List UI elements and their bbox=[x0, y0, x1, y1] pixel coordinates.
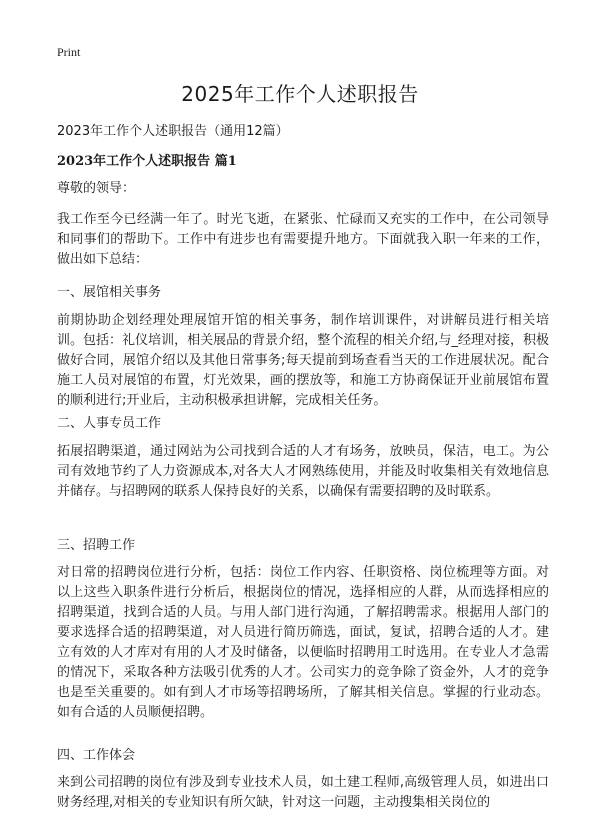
greeting: 尊敬的领导： bbox=[57, 181, 136, 196]
page-title: 2025年工作个人述职报告 bbox=[181, 82, 419, 106]
heading-experience: 四、工作体会 bbox=[57, 748, 136, 763]
paragraph-hr: 拓展招聘渠道，通过网站为公司找到合适的人才有场务，放映员，保洁，电工。为公司有效地节约了人力资源成本,对各大人才网熟练使用，并能及时收集相关有效地信息并储存。与招聘网的联系人保持良好的关系，以确保有需要招聘的及时联系。 bbox=[57, 444, 549, 499]
heading-recruitment: 三、招聘工作 bbox=[57, 538, 136, 553]
print-button[interactable]: Print bbox=[57, 45, 81, 59]
section-title: 2023年工作个人述职报告 篇1 bbox=[57, 154, 237, 169]
paragraph-exhibition: 前期协助企划经理处理展馆开馆的相关事务，制作培训课件，对讲解员进行相关培训。包括：礼仪培训，相关展品的背景介绍，整个流程的相关介绍,与_经理对接，积极做好合同，展馆介绍以及其他日常事务;每天提前到场查看当天的工作进展状况。配合施工人员对展馆的布置，灯光效果，画的摆放等，和施工方协商保证开业前展馆布置的顺利进行;开业后，主动积极承担讲解，完成相关任务。 bbox=[57, 313, 549, 408]
intro-paragraph: 我工作至今已经满一年了。时光飞逝，在紧张、忙碌而又充实的工作中，在公司领导和同事们的帮助下。工作中有进步也有需要提升地方。下面就我入职一年来的工作，做出如下总结： bbox=[57, 212, 549, 267]
paragraph-recruitment: 对日常的招聘岗位进行分析，包括：岗位工作内容、任职资格、岗位梳理等方面。对以上这些入职条件进行分析后，根据岗位的情况，选择相应的人群，从而选择相应的招聘渠道，找到合适的人员。与用人部门进行沟通，了解招聘需求。根据用人部门的要求选择合适的招聘渠道，对人员进行简历筛选，面试，复试，招聘合适的人才。建立有效的人才库对有用的人才及时储备，以便临时招聘用工时选用。在专业人才急需的情况下，采取各种方法吸引优秀的人才。公司实力的竞争除了资金外，人才的竞争也是至关重要的。如有到人才市场等招聘场所，了解其相关信息。掌握的行业动态。如有合适的人员顺便招聘。 bbox=[57, 565, 549, 720]
paragraph-experience: 来到公司招聘的岗位有涉及到专业技术人员，如土建工程师,高级管理人员，如进出口财务经理,对相关的专业知识有所欠缺，针对这一问题，主动搜集相关岗位的 bbox=[57, 775, 549, 810]
heading-hr: 二、人事专员工作 bbox=[57, 416, 162, 431]
document-subtitle: 2023年工作个人述职报告（通用12篇） bbox=[57, 124, 289, 139]
heading-exhibition: 一、展馆相关事务 bbox=[57, 285, 162, 300]
